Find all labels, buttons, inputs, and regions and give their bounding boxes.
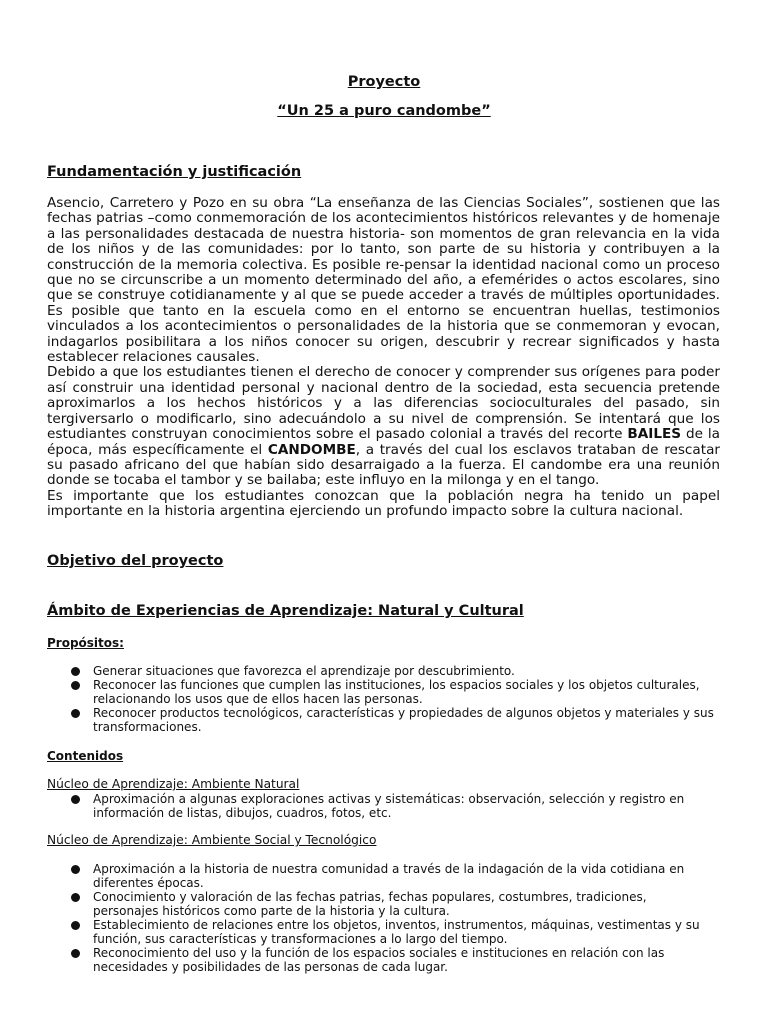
paragraph-3: Es importante que los estudiantes conozcan que la población negra ha tenido un papel importante en la historia argentina ejerciendo un profundo impacto sobre la cultura nacional.	[47, 487, 720, 520]
bullet-icon	[71, 893, 80, 902]
nucleo-social-list	[47, 862, 715, 974]
section-heading-objetivo: Objetivo del proyecto	[47, 553, 224, 569]
nucleo-ambiente-social: Núcleo de Aprendizaje: Ambiente Social y Tecnológico	[47, 833, 377, 847]
list-item	[47, 664, 715, 678]
list-item	[47, 678, 715, 706]
bullet-icon	[71, 709, 80, 718]
list-item-text: Aproximación a algunas exploraciones activas y sistemáticas: observación, selección y registro en información de listas, dibujos, cuadros, fotos, etc.	[93, 792, 685, 820]
list-item-text: Reconocer productos tecnológicos, características y propiedades de algunos objetos y materiales y sus transformaciones.	[93, 706, 714, 734]
propositos-label: Propósitos:	[47, 636, 124, 650]
propositos-list	[47, 664, 715, 734]
fundamentacion-body	[47, 196, 720, 520]
list-item	[47, 918, 715, 946]
list-item-text: Reconocimiento del uso y la función de los espacios sociales e instituciones en relación con las necesidades y posibilidades de las personas de cada lugar.	[93, 946, 665, 974]
list-item-text: Aproximación a la historia de nuestra comunidad a través de la indagación de la vida cotidiana en diferentes épocas.	[93, 862, 685, 890]
list-item-text: Generar situaciones que favorezca el aprendizaje por descubrimiento.	[93, 664, 515, 678]
bullet-icon	[71, 667, 80, 676]
document-title: Proyecto	[347, 74, 421, 90]
bold-candombe: CANDOMBE	[267, 441, 356, 458]
paragraph-2-part-c: , a través del cual los esclavos trataban de rescatar su pasado africano del que habían sido desarraigado a la fuerza. El candombe era una reunión donde se tocaba el tambor y se bailaba; este influyo en la milonga y en el tango.	[47, 441, 720, 489]
paragraph-1: Asencio, Carretero y Pozo en su obra “La enseñanza de las Ciencias Sociales”, sostienen que las fechas patrias –como conmemoración de los acontecimientos históricos relevantes y de homenaje a las personalidades destacada de nuestra historia- son momentos de gran relevancia en la vida de los niños y de las comunidades: por lo tanto, son parte de su historia y contribuyen a la construcción de la memoria colectiva. Es posible re-pensar la identidad nacional como un proceso que no se circunscribe a un momento determinado del año, a efemérides o actos escolares, sino que se construye cotidianamente y al que se puede acceder a través de múltiples oportunidades. Es posible que tanto en la escuela como en el entorno se encuentran huellas, testimonios vinculados a los acontecimientos o personalidades de la historia que se conmemoran y evocan, indagarlos posibilitara a los niños conocer su origen, descubrir y recrear significados y hasta establecer relaciones causales.	[47, 195, 720, 366]
list-item	[47, 946, 715, 974]
list-item-text: Conocimiento y valoración de las fechas patrias, fechas populares, costumbres, tradiciones, personajes históricos como parte de la historia y la cultura.	[93, 890, 647, 918]
document-subtitle: “Un 25 a puro candombe”	[277, 103, 491, 119]
list-item	[47, 706, 715, 734]
list-item-text: Reconocer las funciones que cumplen las instituciones, los espacios sociales y los objetos culturales, relacionando los usos que de ellos hacen las personas.	[93, 678, 700, 706]
paragraph-2-part-b: de la época, más específicamente el	[47, 426, 720, 458]
nucleo-ambiente-natural: Núcleo de Aprendizaje: Ambiente Natural	[47, 777, 300, 791]
list-item	[47, 890, 715, 918]
bullet-icon	[71, 865, 80, 874]
nucleo-natural-list	[47, 792, 715, 820]
paragraph-2-part-a: Debido a que los estudiantes tienen el derecho de conocer y comprender sus orígenes para poder así construir una identidad personal y nacional dentro de la sociedad, esta secuencia pretende aproximarlos a los hechos históricos y a las diferencias socioculturales del pasado, sin tergiversarlo o modificarlo, sino adecuándolo a su nivel de comprensión. Se intentará que los estudiantes construyan conocimientos sobre el pasado colonial a través del recorte	[47, 364, 720, 443]
list-item	[47, 792, 715, 820]
bullet-icon	[71, 949, 80, 958]
section-heading-fundamentacion: Fundamentación y justificación	[47, 164, 302, 180]
bullet-icon	[71, 681, 80, 690]
contenidos-label: Contenidos	[47, 749, 124, 763]
list-item	[47, 862, 715, 890]
bold-bailes: BAILES	[627, 426, 682, 443]
bullet-icon	[71, 921, 80, 930]
list-item-text: Establecimiento de relaciones entre los objetos, inventos, instrumentos, máquinas, vestimentas y su función, sus características y transformaciones a lo largo del tiempo.	[93, 918, 700, 946]
section-heading-ambito: Ámbito de Experiencias de Aprendizaje: Natural y Cultural	[47, 603, 524, 619]
bullet-icon	[71, 795, 80, 804]
paragraph-2	[47, 365, 720, 488]
